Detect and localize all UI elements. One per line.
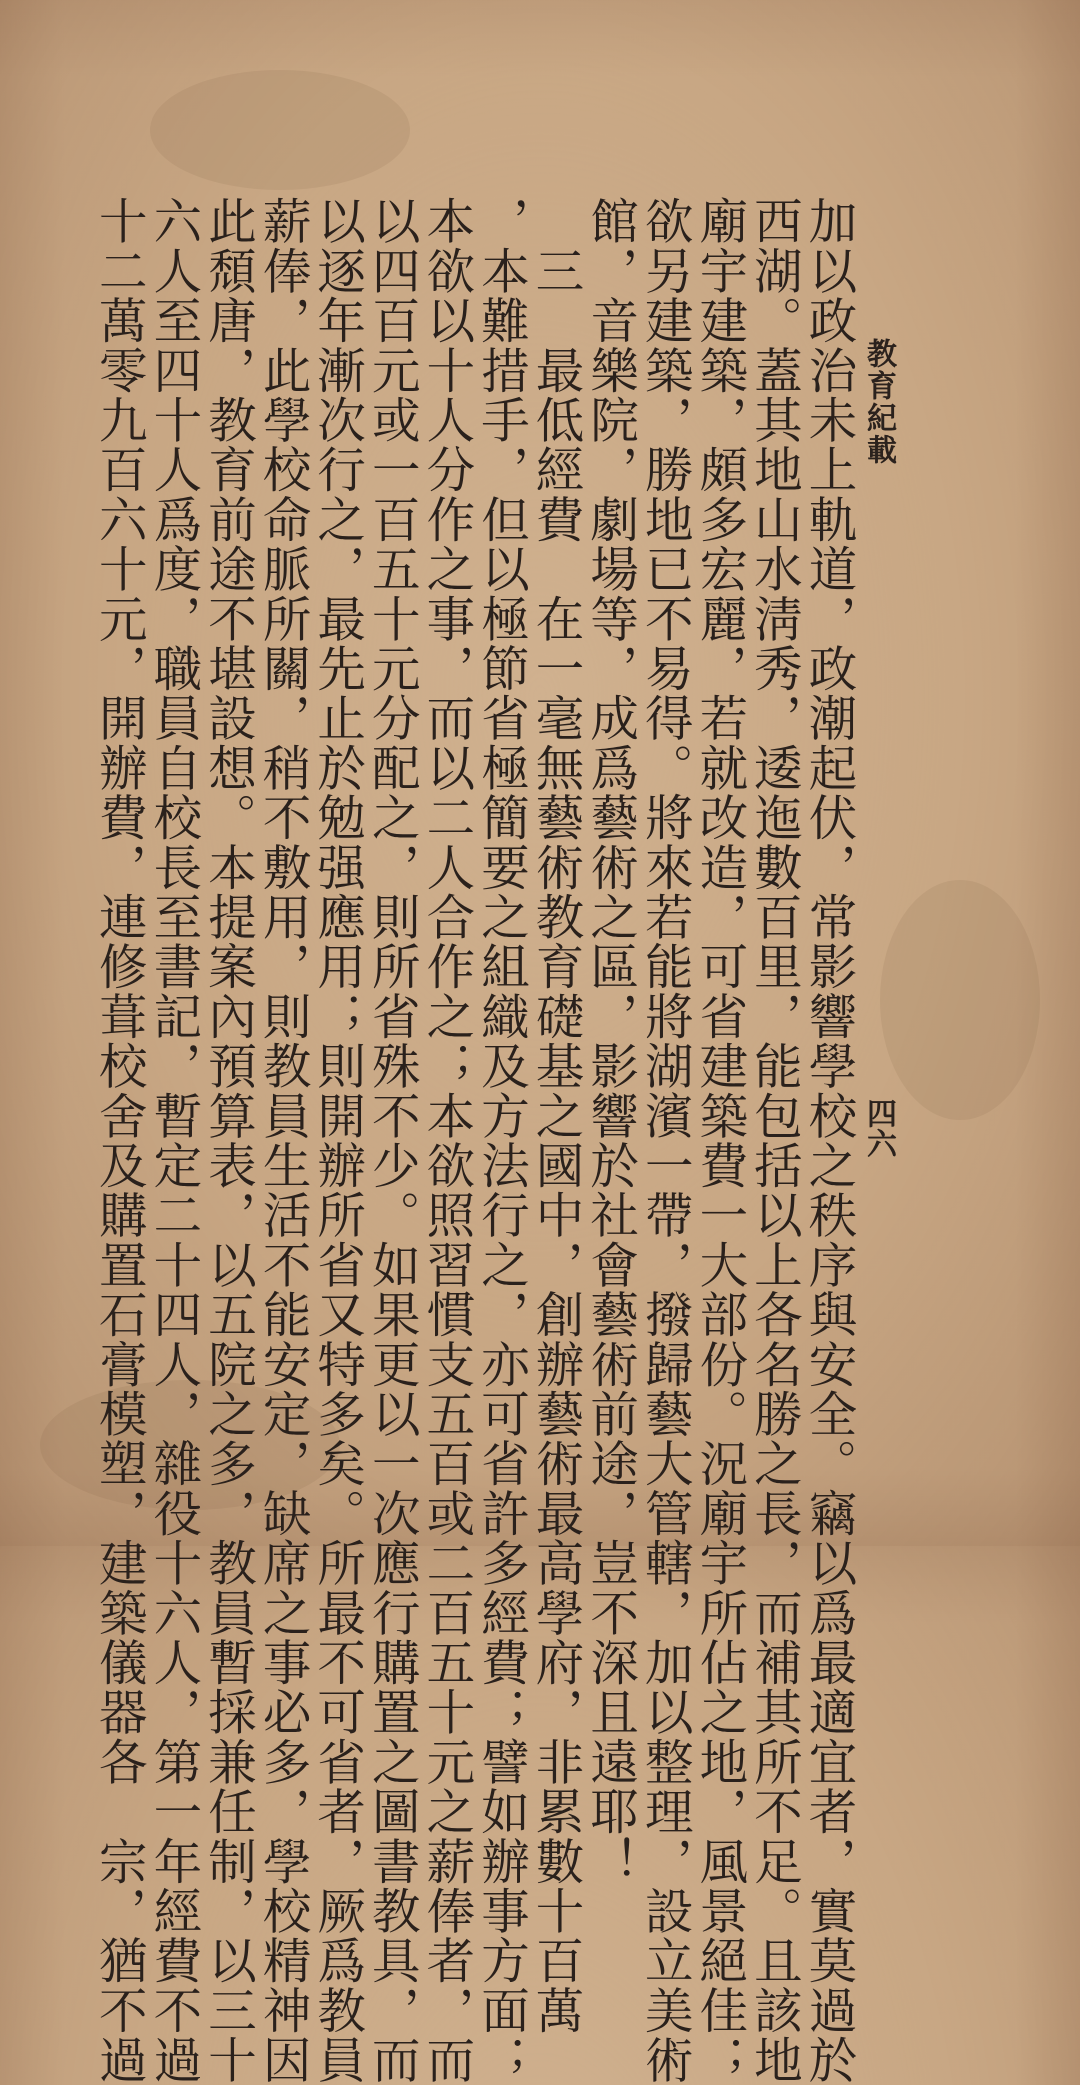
text-line: 廟宇建築，頗多宏麗，若就改造，可省建築費一大部份。況廟宇所佔之地，風景絕佳；: [690, 196, 747, 2085]
text-line: 西湖。蓋其地山水淸秀，逶迤數百里，能包括以上各名勝之長，而補其所不足。且該地: [745, 196, 802, 2085]
text-line: 館，音樂院，劇場等，成爲藝術之區，影響於社會藝術前途，豈不深且遠耶！: [581, 196, 638, 1886]
text-line: 薪俸，此學校命脈所關，稍不敷用，則教員生活不能安定，缺席之事必多，學校精神因: [254, 196, 311, 2085]
text-line: 本欲以十人分作之事，而以二人合作之；本欲照習慣支五百或二百五十元之薪俸者，而: [417, 196, 474, 2085]
page-number: 四六: [861, 1098, 896, 1158]
body-text: [90, 196, 856, 2085]
text-line: 以逐年漸次行之，最先止於勉强應用；則開辦所省又特多矣。所最不可省者，厥爲教員: [308, 196, 365, 2085]
text-line: 欲另建築，勝地已不易得。將來若能將湖濱一帶，撥歸藝大管轄，加以整理，設立美術: [636, 196, 693, 2085]
paper-stain: [150, 70, 410, 190]
text-line: 三 最低經費 在一毫無藝術教育礎基之國中，創辦藝術最高學府，非累數十百萬: [527, 196, 584, 2035]
text-line: 六人至四十人爲度，職員自校長至書記，暫定二十四人，雜役十六人，第一年經費不過: [144, 196, 201, 2085]
text-line: 加以政治未上軌道，政潮起伏，常影響學校之秩序與安全。竊以爲最適宜者，實莫過於: [800, 196, 856, 2085]
text-line: 以四百元或一百五十元分配之，則所省殊不少。如果更以一次應行購置之圖書教具，而: [363, 196, 420, 2085]
text-line: 此頹唐，教育前途不堪設想。本提案內預算表，以五院之多，教員暫採兼任制，以三十: [199, 196, 256, 2085]
paper-stain: [880, 880, 1040, 1120]
text-line: 十二萬零九百六十元，開辦費，連修葺校舍及購置石膏模塑，建築儀器各 宗，猶不過: [90, 196, 147, 2085]
text-line: ，本難措手，但以極節省極簡要之組織及方法行之，亦可省許多經費；譬如辦事方面；: [472, 196, 529, 2085]
running-head: 教育紀載: [861, 338, 896, 466]
